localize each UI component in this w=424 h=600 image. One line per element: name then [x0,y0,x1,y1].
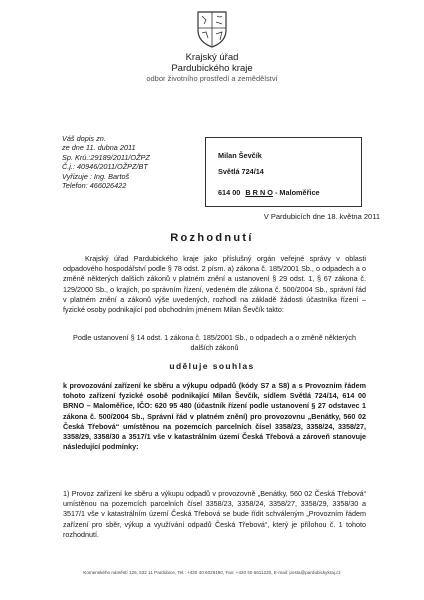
coat-of-arms-emblem [196,8,228,48]
date-line: V Pardubicích dne 18. května 2011 [263,212,380,221]
intro-paragraph: Krajský úřad Pardubického kraje jako příslušný orgán veřejné správy v oblasti odpadového hospodářství podle § 78 odst. 2 písm. a) zákona č. 185/2001 Sb., o odpadech a o změně některých dalších zákonů v platném znění a ustanovení § 29 odst. 1, § 67 zákona č. 129/2000 Sb., o krajích, po správním řízení, vedeném dle zákona č. 500/2004 Sb., správní řád v platném znění a zákonů výše uvedených, rozhodl na základě žádosti účastníka řízení – fyzické osoby podnikající pod obchodním jménem Milan Ševčík takto: [63,254,366,315]
ref-file-no: Sp. Krú.:29189/2011/OŽPZ [62,152,150,162]
document-title: Rozhodnutí [170,232,254,244]
recipient-district: - Maloměřice [274,188,320,197]
org-name-line2: Pardubického kraje [171,63,253,74]
ref-dated: ze dne 11. dubna 2011 [62,143,136,153]
ref-ref-no: Č.j.: 40946/2011/OŽPZ/BT [62,162,148,172]
ref-handled-by: Vyřizuje : Ing. Bartoš [62,171,130,181]
recipient-postal: 614 00 [218,188,241,197]
recipient-address-box [205,137,362,207]
ref-phone: Telefon: 466026422 [62,181,127,191]
recipient-city: B R N O [245,188,273,197]
consent-heading: uděluje souhlas [169,361,255,371]
footer-contact: Komenského náměstí 125, 532 11 Pardubice, Tel.: +420 40 6026190, Fax: +420 40 6611220, E-mail: posta@pardubickykraj.cz [83,570,341,575]
legal-basis: Podle ustanovení § 14 odst. 1 zákona č. 185/2001 Sb., o odpadech a o změně některých dalších zákonů [73,333,356,353]
condition-1: 1) Provoz zařízení ke sběru a výkupu odpadů v provozovně „Benátky, 560 02 Česká Třebová“ umístěnou na pozemcích parcelních čísel 3358/23, 3358/24, 3358/27, 3358/29, 3358/30 a 3517/1 vše v katastrálním území Česká Třebová se bude řídit schváleným „Provozním řádem zařízení pro sběr, výkup a využívání odpadů Česká Třebová“, který je přílohou č. 1 tohoto rozhodnutí. [63,489,366,539]
ref-your-letter: Váš dopis zn. [62,134,106,143]
recipient-street: Světlá 724/14 [218,167,264,176]
org-name-line1: Krajský úřad [185,52,239,63]
department-name: odbor životního prostředí a zemědělství [146,74,278,83]
recipient-name: Milan Ševčík [218,151,262,160]
reference-block [62,134,150,190]
consent-paragraph: k provozování zařízení ke sběru a výkupu odpadů (kódy S7 a S8) a s Provozním řádem tohoto zařízení fyzické osobě podnikající Milan Ševčík, sídlem Světlá 724/14, 614 00 BRNO – Maloměřice, IČO: 620 95 480 (účastník řízení podle ustanovení § 27 odstavec 1 zákona č. 500/2004 Sb., Správní řád v platném znění) pro provozovnu „Benátky, 560 02 Česká Třebová“ umístěnou na pozemcích parcelních čísel 3358/23, 3358/24, 3358/27, 3358/29, 3358/30 a 3517/1 vše v katastrálním území Česká Třebová a zároveň stanovuje následující podmínky: [63,381,366,452]
recipient-city-line [218,188,320,197]
